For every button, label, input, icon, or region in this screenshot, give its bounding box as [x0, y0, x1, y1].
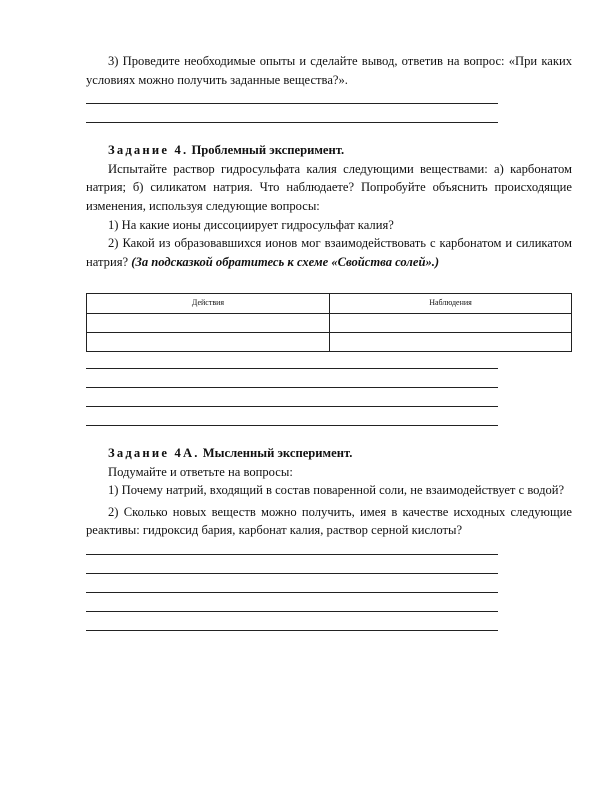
table-cell[interactable] [87, 332, 330, 351]
task-4-heading [86, 141, 572, 160]
table-cell[interactable] [330, 313, 572, 332]
answer-line [86, 122, 498, 123]
table-header-actions: Действия [87, 294, 330, 314]
task-4-question-2-text: 2) Какой из образовавшихся ионов мог взаимодействовать с карбонатом и силикатом натрия? [86, 236, 572, 269]
answer-line [86, 554, 498, 555]
task-4a-intro: Подумайте и ответьте на вопросы: [108, 464, 293, 479]
task-4-question-1: 1) На какие ионы диссоциирует гидросульфат калия? [108, 217, 394, 232]
answer-line [86, 425, 498, 426]
table-cell[interactable] [87, 313, 330, 332]
table-row [87, 313, 572, 332]
task-4a-question-1: 1) Почему натрий, входящий в состав поваренной соли, не взаимодействует с водой? [108, 483, 565, 498]
task-4-intro: Испытайте раствор гидросульфата калия следующими веществами: а) карбонатом натрия; б) силикатом натрия. Что наблюдаете? Попробуйте объяснить происходящие изменения, используя следующие вопросы: [86, 161, 572, 213]
answer-line [86, 630, 498, 631]
task-4-title: Проблемный эксперимент. [191, 143, 345, 158]
table-row [87, 332, 572, 351]
answer-lines-3 [86, 554, 572, 631]
step-3-text: 3) Проведите необходимые опыты и сделайте вывод, ответив на вопрос: «При каких условиях можно получить заданные вещества?». [86, 54, 572, 87]
task-4-question-2 [86, 234, 572, 271]
observation-table [86, 293, 572, 352]
task-4a-question-2: 2) Сколько новых веществ можно получить, имея в качестве исходных следующие реактивы: гидроксид бария, карбонат калия, раствор серной кислоты? [86, 504, 572, 538]
answer-line [86, 387, 498, 388]
table-header-observations: Наблюдения [330, 294, 572, 314]
task-4-hint: (За подсказкой обратитесь к схеме «Свойства солей».) [131, 254, 440, 269]
answer-line [86, 368, 498, 369]
worksheet-page [86, 52, 572, 649]
task-4a-heading [86, 444, 572, 463]
answer-line [86, 592, 498, 593]
table-cell[interactable] [330, 332, 572, 351]
task-4-label: Задание 4. [108, 143, 189, 158]
task-4a-title: Мысленный эксперимент. [202, 445, 353, 460]
answer-lines-1 [86, 103, 572, 123]
answer-line [86, 406, 498, 407]
answer-lines-2 [86, 368, 572, 426]
answer-line [86, 103, 498, 104]
table-header-row [87, 294, 572, 314]
task-4a-label: Задание 4А. [108, 445, 200, 460]
answer-line [86, 573, 498, 574]
answer-line [86, 611, 498, 612]
